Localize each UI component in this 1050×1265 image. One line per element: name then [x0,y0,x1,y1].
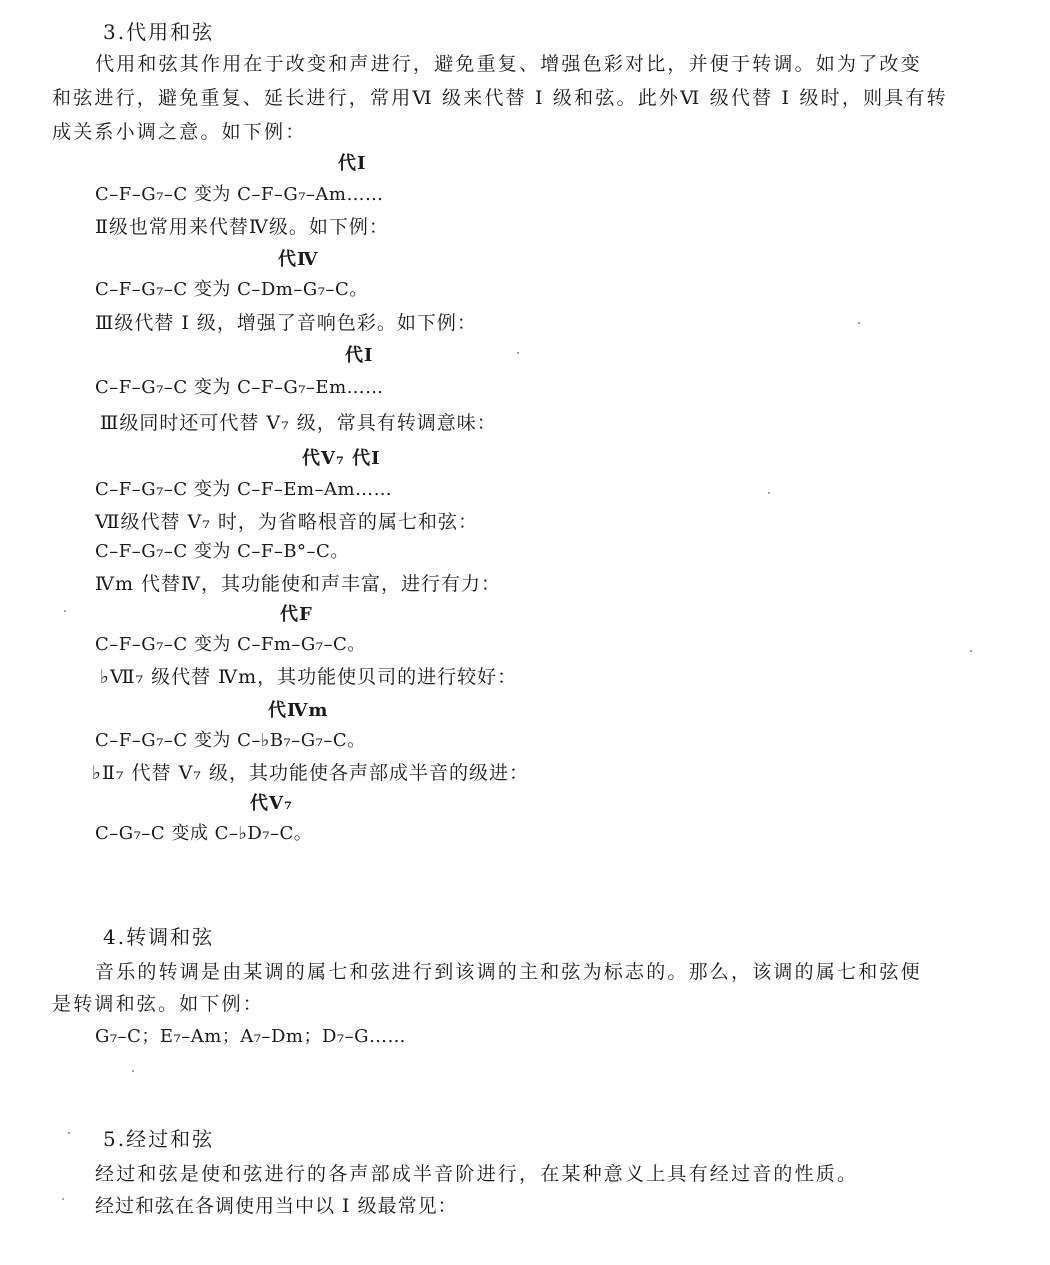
scan-speck [970,650,972,652]
paragraph-line: 经过和弦在各调使用当中以 Ⅰ 级最常见： [95,1195,458,1217]
scan-speck [62,1198,64,1200]
example-intro: ♭Ⅱ₇ 代替 V₇ 级，其功能使各声部成半音的级进： [92,762,529,784]
chord-progression: C–F–G₇–C 变为 C–♭B₇–G₇–C。 [95,730,366,751]
section-heading-4: 4.转调和弦 [103,925,215,949]
substitution-label: 代F [280,604,313,625]
substitution-label: 代Ⅳm [268,700,329,721]
chord-progression: C–G₇–C 变成 C–♭D₇–C。 [95,823,313,844]
chord-progression: C–F–G₇–C 变为 C–Dm–G₇–C。 [95,279,368,300]
example-intro: Ⅶ级代替 V₇ 时，为省略根音的属七和弦： [95,511,478,533]
example-intro: Ⅲ级同时还可代替 V₇ 级，常具有转调意味： [100,412,497,434]
substitution-label: 代Ⅰ [338,153,367,174]
chord-progression: G₇–C；E₇–Am；A₇–Dm；D₇–G…… [95,1026,407,1047]
scan-speck [64,610,66,612]
paragraph-line: 经过和弦是使和弦进行的各声部成半音阶进行，在某种意义上具有经过音的性质。 [95,1163,859,1185]
scan-speck [768,492,770,494]
paragraph-line: 音乐的转调是由某调的属七和弦进行到该调的主和弦为标志的。那么，该调的属七和弦便 [95,961,922,983]
section-heading-5: 5.经过和弦 [103,1127,215,1151]
example-intro: Ⅳm 代替Ⅳ，其功能使和声丰富，进行有力： [95,573,502,595]
example-intro: Ⅱ级也常用来代替Ⅳ级。如下例： [95,216,389,238]
example-intro: ♭Ⅶ₇ 级代替 Ⅳm，其功能使贝司的进行较好： [100,666,518,688]
section-heading-3: 3.代用和弦 [103,20,215,44]
paragraph-line: 是转调和弦。如下例： [52,993,265,1015]
chord-progression: C–F–G₇–C 变为 C–F–B°–C。 [95,541,349,562]
substitution-label: 代Ⅳ [278,249,319,270]
chord-progression: C–F–G₇–C 变为 C–Fm–G₇–C。 [95,634,366,655]
substitution-label: 代Ⅰ [345,345,374,366]
chord-progression: C–F–G₇–C 变为 C–F–G₇–Am…… [95,184,384,205]
example-intro: Ⅲ级代替 Ⅰ 级，增强了音响色彩。如下例： [95,312,477,334]
paragraph-line: 代用和弦其作用在于改变和声进行，避免重复、增强色彩对比，并便于转调。如为了改变 [95,53,922,75]
chord-progression: C–F–G₇–C 变为 C–F–G₇–Em…… [95,377,384,398]
paragraph-line: 成关系小调之意。如下例： [52,121,307,143]
scan-speck [68,1132,70,1134]
chord-progression: C–F–G₇–C 变为 C–F–Em–Am…… [95,479,393,500]
scan-speck [132,1070,134,1072]
substitution-label: 代V₇ [250,793,293,814]
scan-speck [858,322,860,324]
paragraph-line: 和弦进行，避免重复、延长进行，常用Ⅵ 级来代替 Ⅰ 级和弦。此外Ⅵ 级代替 Ⅰ 级时，则具有转 [52,87,948,109]
scan-speck [517,352,519,354]
substitution-label: 代V₇ 代Ⅰ [302,448,381,469]
